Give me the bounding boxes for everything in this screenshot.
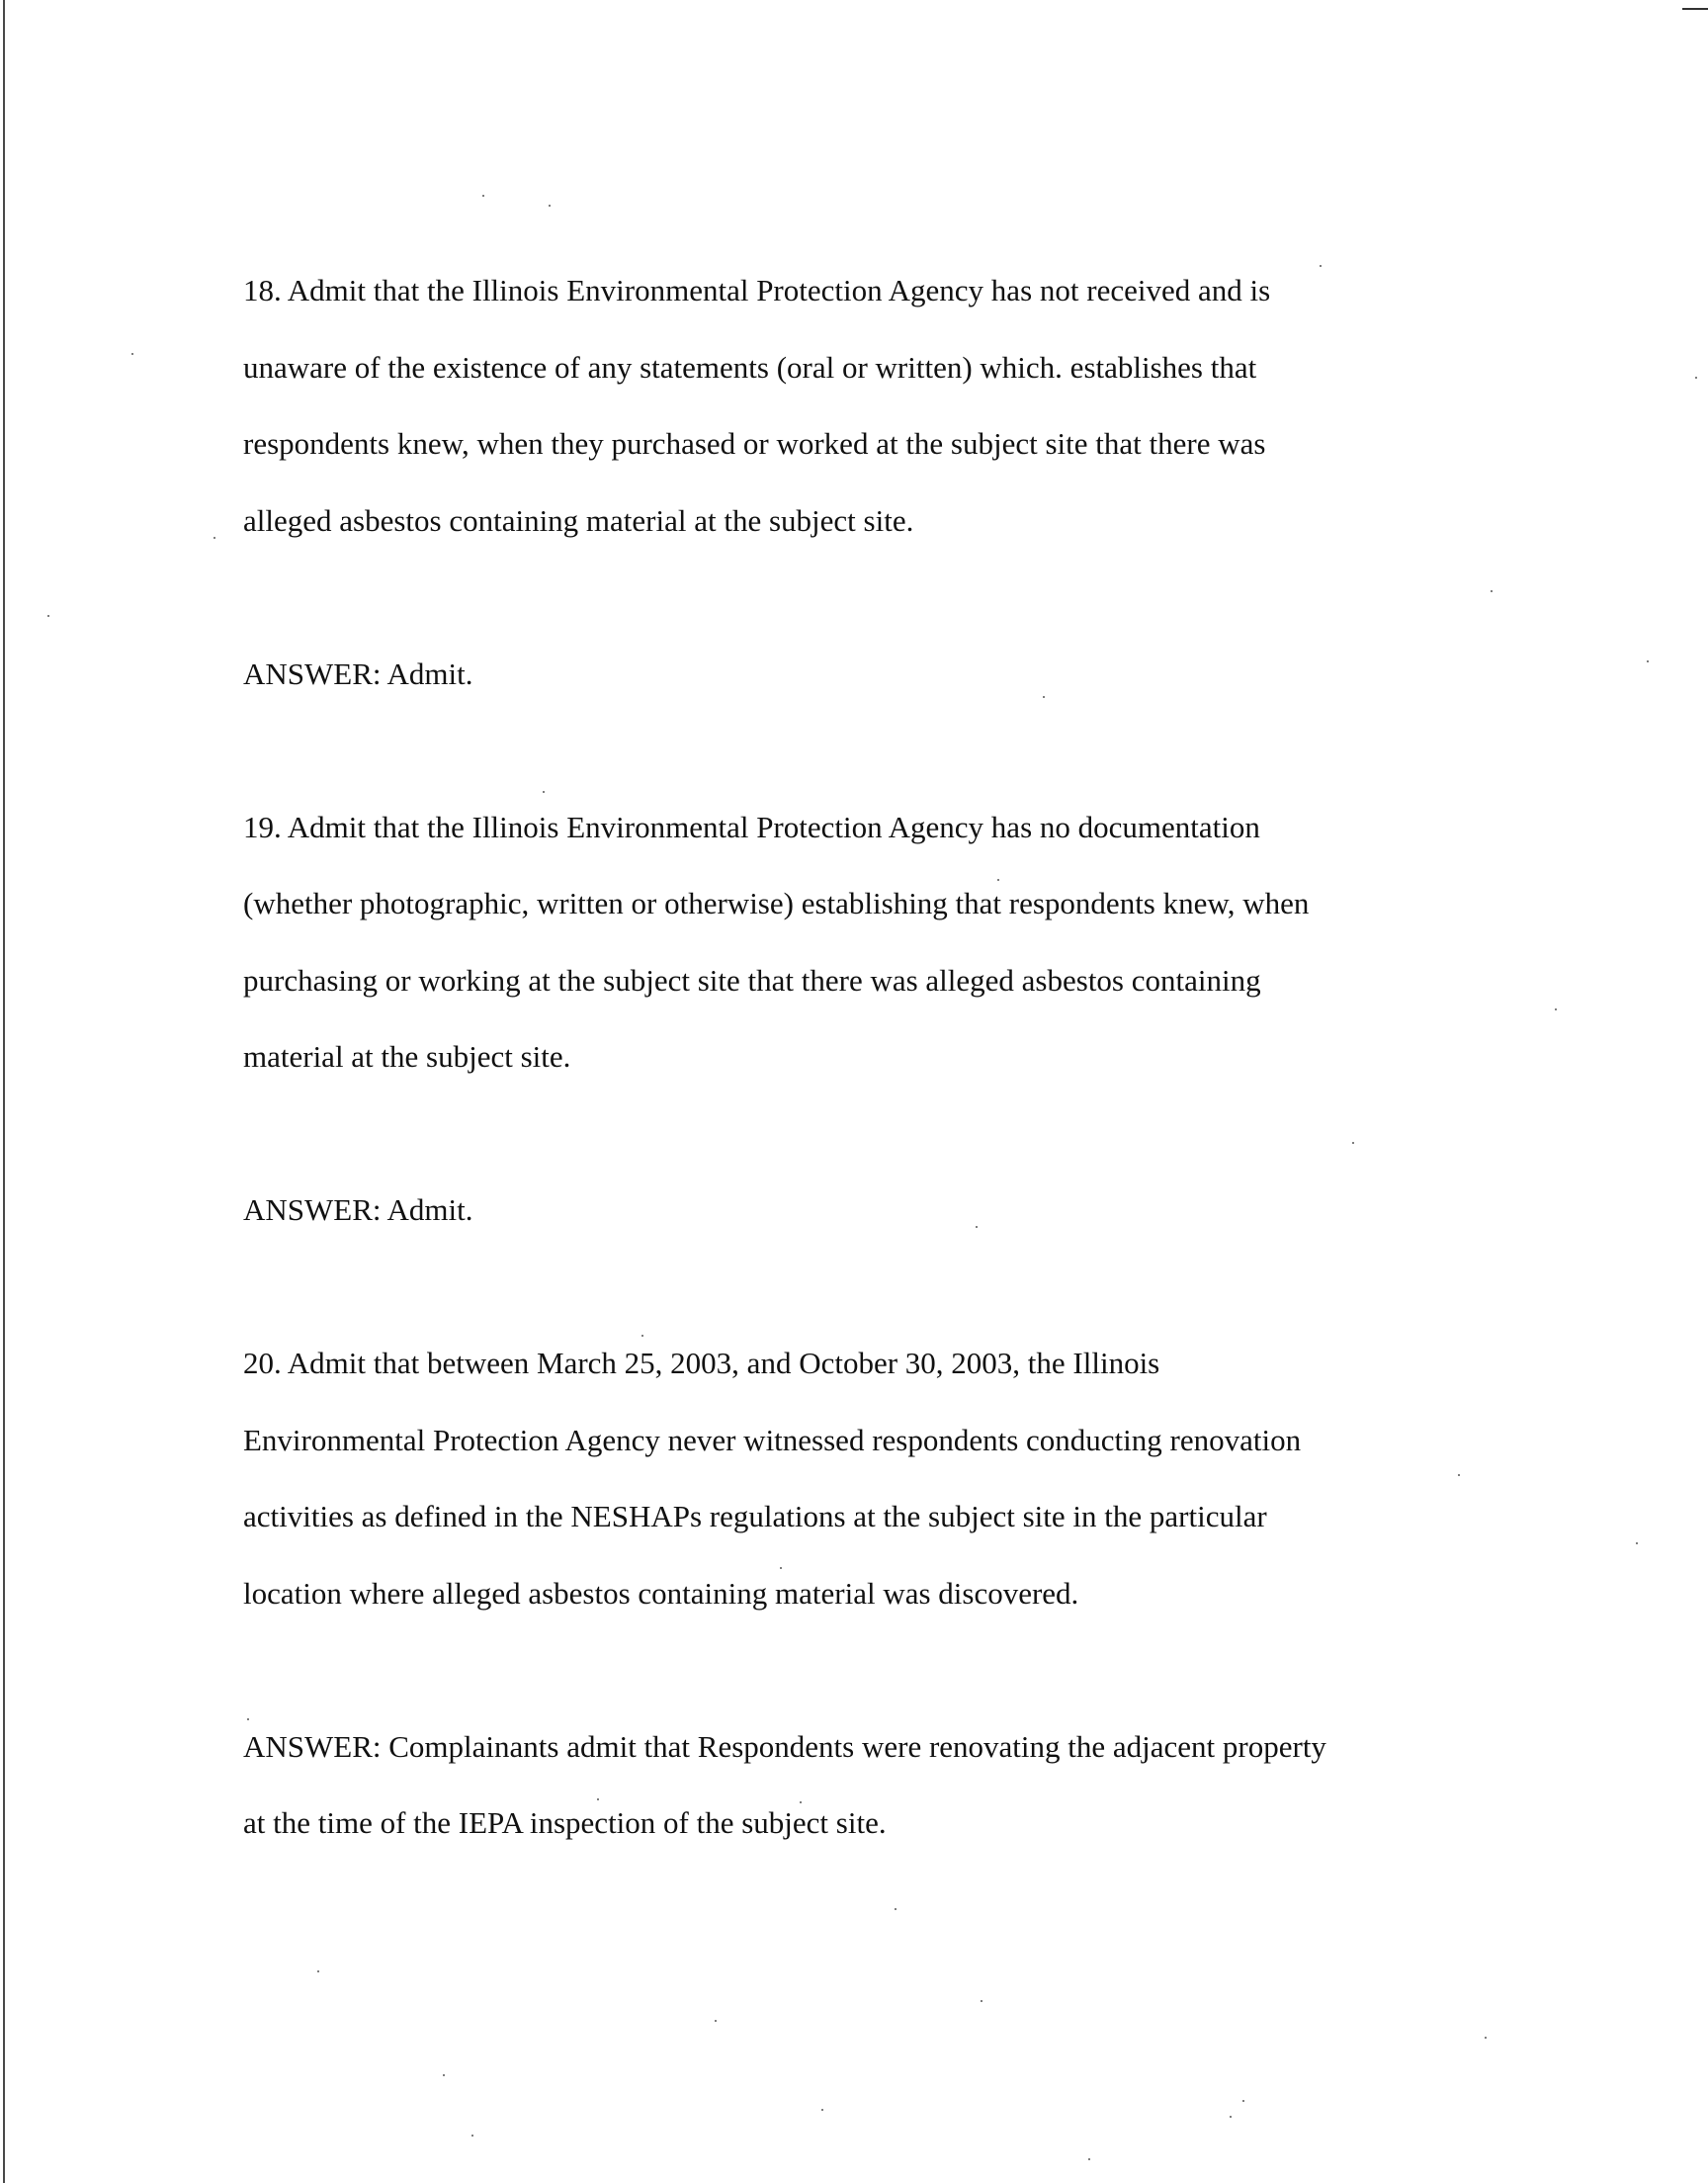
scan-speck bbox=[1695, 377, 1697, 379]
text-line: 18. Admit that the Illinois Environmental Protection Agency has not received and is bbox=[243, 273, 1271, 307]
scan-speck bbox=[317, 1970, 319, 1972]
answer-19 bbox=[243, 1172, 1489, 1249]
answer-18 bbox=[243, 636, 1489, 713]
scan-speck bbox=[1088, 2158, 1090, 2160]
scan-speck bbox=[1555, 1008, 1557, 1010]
scan-speck bbox=[214, 537, 215, 539]
scan-speck bbox=[1485, 2037, 1487, 2039]
scan-speck bbox=[821, 2109, 823, 2111]
paragraph-gap bbox=[243, 559, 1489, 636]
scan-speck bbox=[47, 615, 49, 617]
text-line: purchasing or working at the subject site that there was alleged asbestos containing bbox=[243, 962, 1261, 998]
text-line: unaware of the existence of any statements (oral or written) which. establishes that bbox=[243, 349, 1257, 385]
scan-corner-mark bbox=[1682, 8, 1708, 10]
text-line: (whether photographic, written or otherwise) establishing that respondents knew, when bbox=[243, 886, 1310, 920]
scan-speck bbox=[482, 195, 484, 197]
text-line: respondents knew, when they purchased or worked at the subject site that there was bbox=[243, 426, 1266, 461]
answer-line: at the time of the IEPA inspection of the subject site. bbox=[243, 1805, 887, 1840]
scan-speck bbox=[1647, 660, 1649, 662]
answer-line: ANSWER: Admit. bbox=[243, 1192, 473, 1227]
scan-speck bbox=[471, 2135, 473, 2137]
request-18 bbox=[243, 252, 1489, 559]
text-line: alleged asbestos containing material at the subject site. bbox=[243, 502, 914, 538]
text-line: 19. Admit that the Illinois Environmental Protection Agency has no documentation bbox=[243, 809, 1260, 844]
paragraph-gap bbox=[243, 1095, 1489, 1173]
answer-line: ANSWER: Admit. bbox=[243, 655, 473, 691]
text-line: activities as defined in the NESHAPs regulations at the subject site in the particular bbox=[243, 1499, 1267, 1533]
scan-speck bbox=[1230, 2116, 1232, 2118]
text-line: 20. Admit that between March 25, 2003, and October 30, 2003, the Illinois bbox=[243, 1346, 1160, 1380]
scan-speck bbox=[1636, 1542, 1638, 1544]
scan-speck bbox=[981, 2000, 982, 2002]
scan-speck bbox=[1491, 590, 1493, 592]
text-line: material at the subject site. bbox=[243, 1039, 571, 1074]
text-line: Environmental Protection Agency never witnessed respondents conducting renovation bbox=[243, 1422, 1302, 1457]
scan-speck bbox=[443, 2074, 445, 2076]
paragraph-gap bbox=[243, 1249, 1489, 1326]
scan-speck bbox=[895, 1908, 897, 1910]
scan-speck bbox=[1242, 2100, 1244, 2102]
answer-20 bbox=[243, 1708, 1489, 1862]
request-20 bbox=[243, 1325, 1489, 1631]
scan-left-edge bbox=[3, 0, 5, 2183]
scan-speck bbox=[715, 2020, 717, 2022]
scan-speck bbox=[549, 205, 551, 207]
text-line: location where alleged asbestos containing material was discovered. bbox=[243, 1575, 1079, 1611]
request-19 bbox=[243, 789, 1489, 1095]
paragraph-gap bbox=[243, 712, 1489, 789]
scan-speck bbox=[131, 353, 133, 355]
answer-line: ANSWER: Complainants admit that Respondents were renovating the adjacent property bbox=[243, 1728, 1326, 1764]
document-body bbox=[243, 252, 1489, 1862]
paragraph-gap bbox=[243, 1631, 1489, 1708]
